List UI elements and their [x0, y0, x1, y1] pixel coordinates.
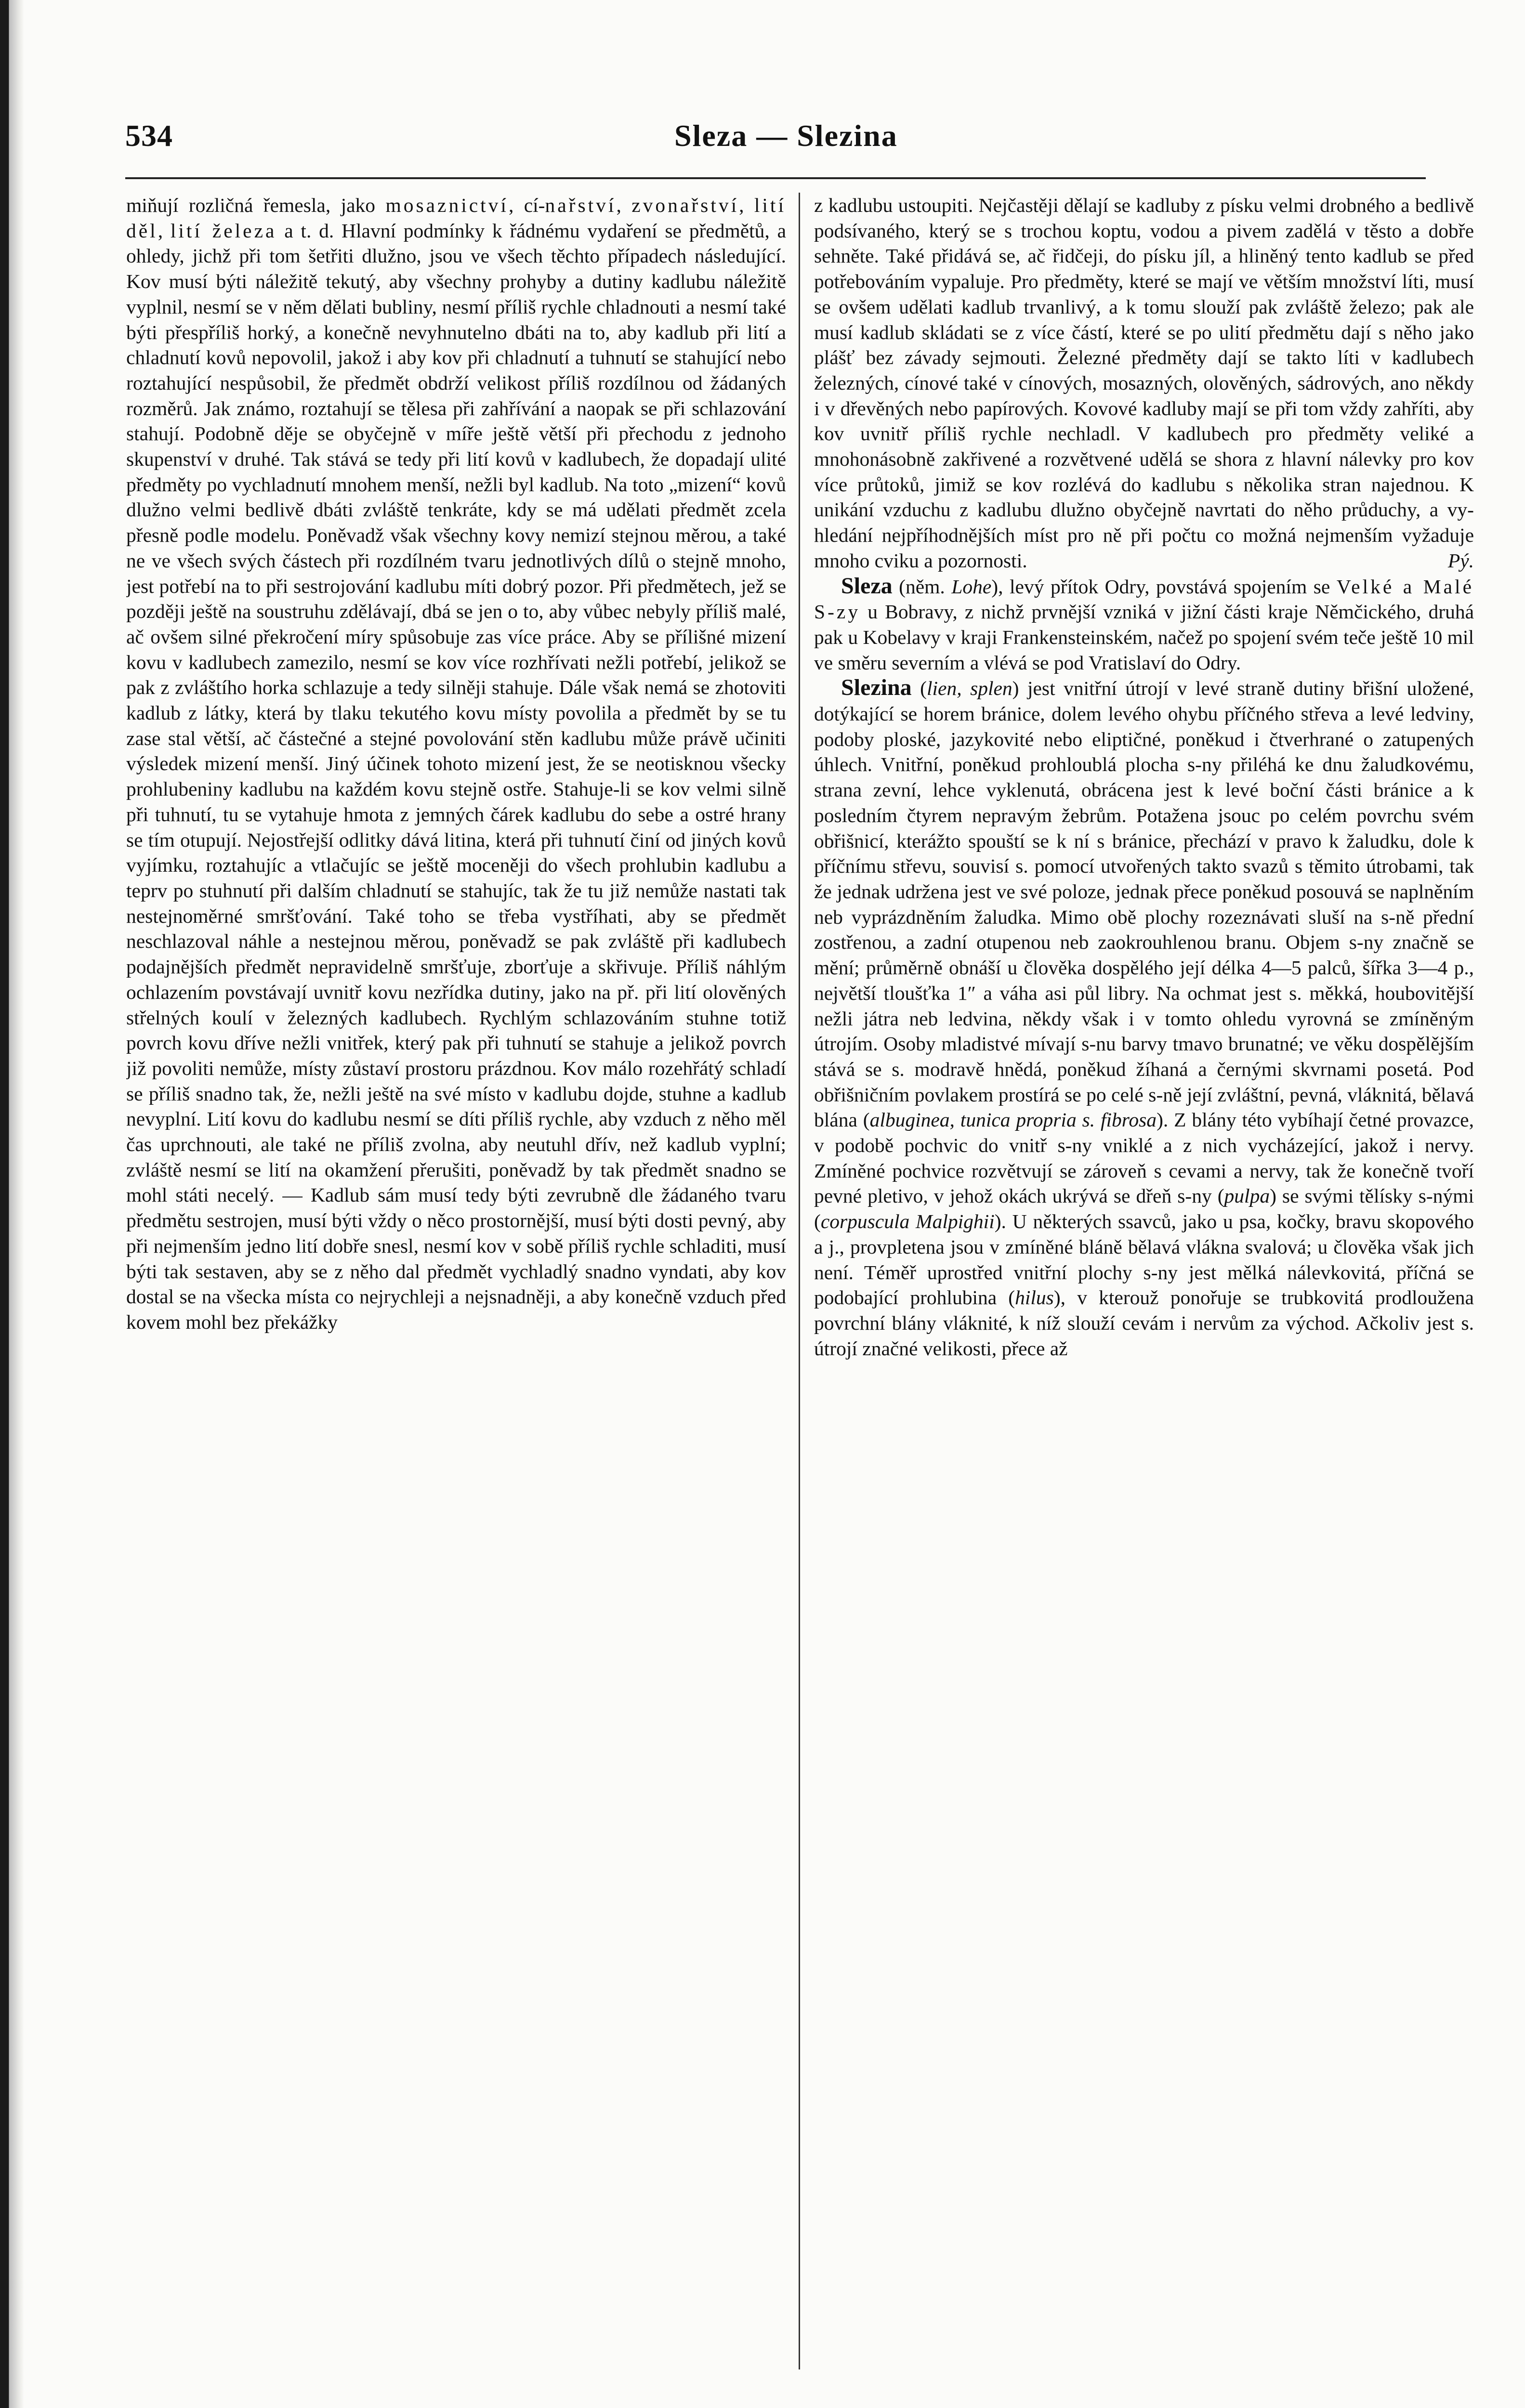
continuation-paragraph: [814, 193, 1474, 574]
entry-headword: Slezina: [841, 675, 912, 701]
right-column: [814, 193, 1474, 2369]
left-column-text: [126, 193, 786, 1335]
text-run: (něm.: [892, 575, 952, 598]
column-divider: [799, 193, 800, 2369]
italic-term: pulpa: [1224, 1185, 1270, 1207]
page-edge-shadow: [0, 0, 24, 2408]
spaced-term: mosaznictví: [385, 194, 509, 216]
page-number: 534: [125, 118, 173, 153]
text-run: ), levý přítok Odry, povstává spojením se: [991, 575, 1337, 598]
page-header: [125, 118, 1426, 152]
text-run: ,: [739, 194, 754, 216]
author-signature: Pý.: [1447, 549, 1474, 572]
entry-headword: Sleza: [841, 573, 893, 599]
entry-slezina: [814, 675, 1474, 1361]
entry-sleza: [814, 574, 1474, 676]
text-run: , cí-: [508, 194, 545, 216]
text-run: ,: [158, 219, 171, 242]
text-run: miňují rozličná řemesla, jako: [126, 194, 386, 216]
text-run: ,: [616, 194, 632, 216]
spaced-term: nařství: [545, 194, 617, 216]
text-run: ). Z blány této vybíhají četné provazce, v podobě pochvic do vnitř s-ny vniklé a z nich vycházející, jakož i nervy. Zmíněné pochvice rozvětvují se zároveň s cevami a nervy, tak že konečně tvoří pevné pletivo, v jehož okách ukrývá se dřeň s-ny (: [814, 1109, 1474, 1207]
text-run: ) jest vnitřní útrojí v levé straně dutiny břišní uložené, dotýkající se horem bránice, dolem levého ohybu příčného střeva a levé ledviny, podoby ploské, jazykovité nebo eliptičné, poněkud i čtverhrané o zatupených úhlech. Vnitřní, poněkud prohloublá plocha s-ny přiléhá ke dnu žaludkovému, strana zevní, lehce vyklenutá, obrácena jest k levé boční části bránice a k posledním čtyrem nepravým žebrům. Potažena jsouc po celém povrchu svém obřišnicí, kterážto spouští se k ní s bránice, přechází v pravo k žaludku, dole k příčnímu střevu, souvisí s. pomocí utvořených takto svazů s těmito útrobami, tak že jednak udržena jest ve své poloze, jednak přece poněkud posouvá se naplněním neb vyprázdněním žaludka. Mimo obě plochy rozeznávati sluší na s-ně přední zostřenou, a zadní otupenou neb zaokrouhlenou branu. Objem s-ny značně se mění; průměrně obnáší u člověka dospělého její délka 4—5 palců, šířka 3—4 p., největší tloušťka 1″ a váha asi půl libry. Na ochmat jest s. měkká, houbovitější nežli játra neb ledvina, někdy však i v tomto ohledu vyrovná se zmíněným útrojím. Osoby mladistvé mívají s-nu barvy tmavo brunatné; ve věku dospělějším stává se s. modravě hnědá, poněkud žíhaná a černými skvrnami posetá. Pod obřišničním povlakem prostírá se po celé s-ně její zvláštní, pevná, vláknitá, bělavá blána (: [814, 677, 1474, 1131]
spaced-term: lití železa: [170, 219, 277, 242]
header-rule: [125, 177, 1426, 179]
italic-term: albuginea, tunica propria s. fibrosa: [869, 1109, 1157, 1131]
italic-term: hilus: [1015, 1286, 1054, 1309]
italic-term: lien, splen: [926, 677, 1012, 700]
text-run: ) se svými tělísky s-nými (: [814, 1185, 1474, 1233]
text-run: u Bobravy, z nichž prvnější vzniká v jižní části kraje Němčického, druhá pak u Kobelavy v kraji Frankensteinském, načež po spojení svém teče ještě 10 mil ve směru severním a vlévá se pod Vratislaví do Odry.: [814, 601, 1474, 674]
text-run: ). U některých ssavců, jako u psa, kočky, bravu skopového a j., provpletena jsou v zmíněné bláně bělavá vlákna svalová; u člověka však jich není. Téměř uprostřed vnitřní plochy s-ny jest mělká nálevkovitá, příčná se podobající prohlubina (: [814, 1210, 1474, 1309]
spaced-term: Velké a Malé S-zy: [814, 575, 1474, 623]
text-run: z kadlubu ustoupiti. Nejčastěji dělají se kadluby z písku velmi drobného a bedlivě podsívaného, který se s trochou koptu, vodou a pivem zadělá v těsto a dobře sehněte. Také přidává se, ač řidčeji, do písku jíl, a hliněný tento kadlub se před potřebováním vypaluje. Pro předměty, které se mají ve větším množství líti, musí se ovšem udělati kadlub trvanlivý, a k tomu slouží pak zvláště železo; pak ale musí kadlub skládati se z více částí, které se po ulití předmětu dají s něho jako plášť bez závady sejmouti. Železné předměty dají se takto líti v kadlubech železných, cínové také v cínových, mosazných, olověných, sádrových, ano někdy i v dřevěných nebo papírových. Kovové kadluby mají se při tom vždy zahříti, aby kov uvnitř příliš rychle nechladl. V kadlubech pro předměty veliké a mnohonásobně zakřivené a rozvětvené udělá se shora z hlavní nálevky pro kov více průtoků, jimiž se kov rozlévá do kadlubu s několika stran najednou. K unikání vzduchu z kadlubu dlužno obyčejně navrtati do něho průduchy, a vyhledání nejpříhodnějších míst pro ně při počtu co možná nejmenším vyžaduje mnoho cviku a pozornosti.: [814, 194, 1474, 572]
text-run: a t. d. Hlavní podmínky k řádnému vydaření se předmětů, a ohledy, jichž při tom šetřiti dlužno, jsou ve všech těchto případech následující. Kov musí býti náležitě tekutý, aby všechny prohyby a dutiny kadlubu náležitě vyplnil, nesmí se v něm dělati bubliny, nesmí příliš rychle chladnouti a nesmí také býti přespříliš horký, a konečně nevyhnutelno dbáti na to, aby kadlub při lití a chladnutí kovů nepovolil, jakož i aby kov při chladnutí a tuhnutí se stahující nebo roztahující nespůsobil, že předmět obdrží velikost příliš rozdílnou od žádaných rozměrů. Jak známo, roztahují se tělesa při zahřívání a naopak se při schlazování stahují. Podobně děje se obyčejně v míře ještě větší při přechodu z jednoho skupenství v druhé. Tak stává se tedy při lití kovů v kadlubech, že dopadají ulité předměty po vychladnutí mnohem menší, nežli byl kadlub. Na toto „mizení“ kovů dlužno velmi bedlivě dbáti zvláště tenkráte, kdy se má udělati předmět zcela přesně podle modelu. Poněvadž však všechny kovy nemizí stejnou měrou, a také ne ve všech svých částech při rozdílném tvaru jednotlivých dílů o stejně mnoho, jest potřebí na to při sestrojování kadlubu míti dobrý pozor. Při předmětech, jež se později ještě na soustruhu zdělávají, dbá se jen o to, aby vůbec nebyly příliš malé, ač ovšem silné překročení míry spůsobuje zas více práce. Aby se přílišné mizení kovu v kadlubech zamezilo, nesmí se kov více rozhřívati nežli potřebí, jelikož se pak z zvláštího horka schlazuje a tedy silněji stahuje. Dále však nemá se zhotoviti kadlub z látky, která by tlaku tekutého kovu místy povolila a předmět by se tu zase stal větší, ač částečné a stejné povolování stěn kadlubu může právě učiniti výsledek mizení menší. Jiný účinek tohoto mizení jest, že se neotisknou všecky prohlubeniny kadlubu na každém kovu stejně ostře. Stahuje-li se kov velmi silně při tuhnutí, tu se vytahuje hmota z jemných čárek kadlubu do sebe a ostré hrany se tím otupují. Nejostřejší odlitky dává litina, která při tuhnutí činí od jiných kovů vyjímku, roztahujíc a vtlačujíc se ještě moceněji do všech prohlubin kadlubu a teprv po stuhnutí při dalším chladnutí se stahujíc, tak že tu již nemůže nastati tak nestejnoměrné smršťování. Také toho se třeba vystříhati, aby se předmět neschlazoval náhle a nestejnou měrou, poněvadž se pak zvláště při kadlubech podajnějších předmět nepravidelně smršťuje, zborťuje a skřivuje. Příliš náhlým ochlazením povstávají uvnitř kovu nezřídka dutiny, jako na př. při lití olověných střelných koulí v železných kadlubech. Rychlým schlazováním stuhne totiž povrch kovu dříve nežli vnitřek, který pak při tuhnutí se stahuje a jelikož povrch již povoliti nemůže, místy zůstaví prostoru prázdnou. Kov málo rozehřátý schladí se příliš snadno tak, že, nežli ještě na své místo v kadlubu dojde, stuhne a kadlub nevyplní. Lití kovu do kadlubu nesmí se díti příliš rychle, aby vzduch z něho měl čas uprchnouti, ale také ne příliš zvolna, aby neutuhl dřív, než kadlub vyplní; zvláště nesmí se lití na okamžení přerušiti, poněvadž by tak předmět snadno se mohl státi necelý. — Kadlub sám musí tedy býti zevrubně dle žádaného tvaru předmětu sestrojen, musí býti vždy o něco prostornější, musí býti dosti pevný, aby při nejmenším jedno lití dobře snesl, nesmí kov v sobě příliš rychle schladiti, musí býti tak sestaven, aby se z něho dal předmět vychladlý snadno vyndati, aby kov dostal se na všecka místa co nejrychleji a nejsnadněji, a aby konečně vzduch před kovem mohl bez překážky: [126, 219, 786, 1333]
spaced-term: lití děl: [126, 194, 786, 242]
italic-term: Lohe: [951, 575, 992, 598]
spaced-term: zvonařství: [631, 194, 739, 216]
running-title: Sleza — Slezina: [674, 118, 898, 153]
text-run: ), v kterouž ponořuje se trubkovitá prodloužena povrchní blány vláknité, k níž slouží cevám i nervům za východ. Ačkoliv jest s. útrojí značné velikosti, přece až: [814, 1286, 1474, 1360]
text-run: (: [911, 677, 927, 700]
italic-term: corpuscula Malpighii: [820, 1210, 995, 1233]
left-column: [126, 193, 786, 2369]
